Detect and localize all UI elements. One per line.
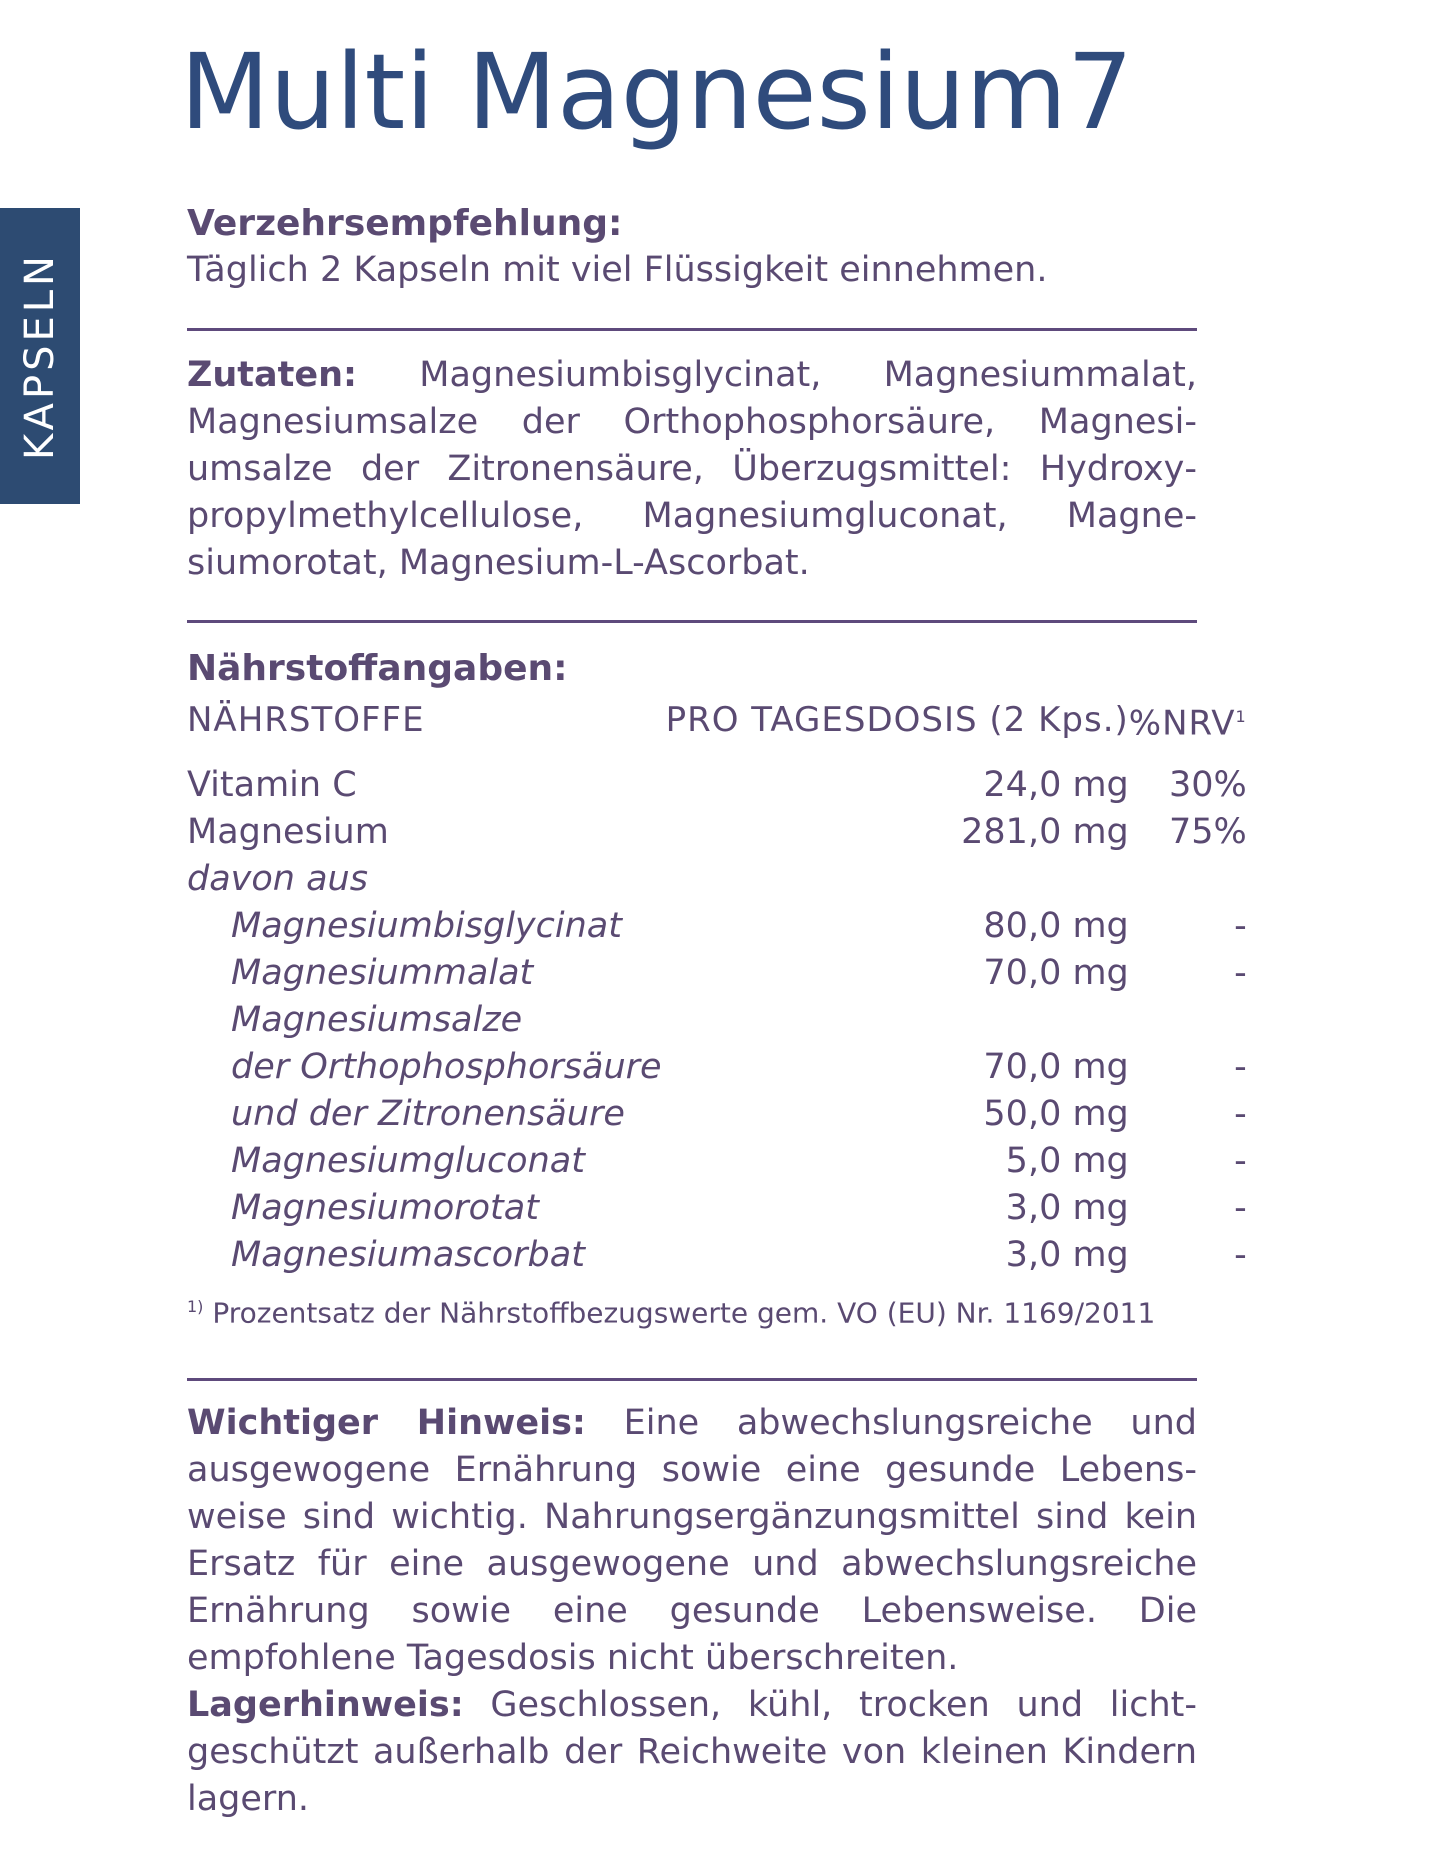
nutrient-name: Magnesiumgluconat [231, 1141, 585, 1181]
nutrition-table [187, 692, 1261, 1279]
nutrient-amount: 24,0 mg [983, 765, 1129, 805]
divider-3 [187, 1378, 1197, 1381]
nutrient-nrv [1129, 856, 1261, 903]
nutrient-name: der Orthophosphorsäure [231, 1047, 662, 1087]
nutrient-amount: 70,0 mg [983, 1047, 1129, 1087]
dosage-heading: Verzehrsempfehlung: [187, 203, 623, 244]
table-row [187, 1232, 1261, 1279]
divider-2 [187, 620, 1197, 623]
table-row [187, 997, 1261, 1044]
col-header-nrv-label: %NRV [1128, 703, 1236, 744]
nutrient-nrv: - [1234, 1188, 1247, 1228]
table-row [187, 809, 1261, 856]
nutrition-heading: Nährstoffangaben: [187, 648, 568, 689]
nutrient-nrv: - [1234, 1094, 1247, 1134]
side-tab-label: KAPSELN [17, 252, 63, 460]
col-header-nrv [1129, 692, 1261, 748]
nutrient-amount [662, 856, 1129, 903]
side-tab-kapseln [0, 208, 80, 504]
nutrient-amount: 5,0 mg [1005, 1141, 1129, 1181]
nrv-footnote-mark: 1 [1235, 706, 1247, 726]
nutrient-name: Magnesiummalat [231, 953, 534, 993]
nutrient-nrv: 75% [1168, 812, 1247, 852]
nutrient-nrv: - [1234, 953, 1247, 993]
table-row [187, 1091, 1261, 1138]
nutrient-name: davon aus [187, 859, 368, 899]
table-row [187, 903, 1261, 950]
nutrition-section [187, 645, 1247, 1333]
nutrient-amount: 3,0 mg [1005, 1188, 1129, 1228]
nutrient-name: Magnesiumbisglycinat [231, 906, 622, 946]
ingredients-section [187, 352, 1197, 587]
nutrient-name: Magnesiumsalze [231, 1000, 523, 1040]
dosage-text: Täglich 2 Kapseln mit viel Flüssigkeit einnehmen. [187, 250, 1048, 290]
ingredients-text: Magnesiumbisglycinat, Magnesiummalat, Magnesiumsalze der Orthophosphorsäure, Magnesiumsalze der Zitronensäure, Überzugsmittel: Hydroxypropylmethylcellulose, Magnesiumgluconat, Magnesiumorotat, Magnesium-L-Ascorbat. [187, 355, 1197, 583]
table-row [187, 1185, 1261, 1232]
dosage-section [187, 200, 1197, 294]
storage-text: Geschlossen, kühl, trocken und lichtgeschützt außerhalb der Reichweite von kleinen Kindern lagern. [187, 1685, 1197, 1819]
nutrient-nrv: - [1234, 906, 1247, 946]
col-header-dose [662, 692, 1129, 748]
nutrient-amount [662, 997, 1129, 1044]
nutrient-name: Magnesiumascorbat [231, 1235, 585, 1275]
nutrient-nrv [1129, 997, 1261, 1044]
nutrient-nrv: - [1234, 1141, 1247, 1181]
col-header-nutrient: NÄHRSTOFFE [187, 699, 425, 740]
nutrient-amount: 281,0 mg [961, 812, 1129, 852]
storage-heading: Lagerhinweis: [187, 1685, 464, 1725]
notice-section [187, 1400, 1197, 1823]
col-header-dose-label: PRO TAGESDOSIS (2 Kps.) [665, 699, 1129, 740]
table-row [187, 1044, 1261, 1091]
table-row [187, 1138, 1261, 1185]
nutrient-amount: 80,0 mg [983, 906, 1129, 946]
nutrient-nrv: - [1234, 1047, 1247, 1087]
table-row [187, 950, 1261, 997]
nutrient-name: Vitamin C [187, 765, 357, 805]
nutrition-header-row [187, 692, 1261, 748]
product-title: Multi Magnesium7 [180, 31, 1134, 153]
nutrient-nrv: 30% [1168, 765, 1247, 805]
nutrient-amount: 3,0 mg [1005, 1235, 1129, 1275]
nutrition-footnote [187, 1287, 1197, 1333]
nutrient-nrv: - [1234, 1235, 1247, 1275]
notice-text: Eine abwechslungsreiche und ausgewogene Ernährung sowie eine gesunde Lebensweise sind wichtig. Nahrungsergänzungsmittel sind kein Ersatz für eine ausgewogene und abwechslungsreiche Ernährung sowie eine gesunde Lebensweise. Die empfohlene Tagesdosis nicht überschreiten. [187, 1403, 1197, 1678]
nutrient-amount: 50,0 mg [983, 1094, 1129, 1134]
nutrient-name: Magnesiumorotat [231, 1188, 539, 1228]
notice-heading: Wichtiger Hinweis: [187, 1403, 586, 1443]
divider-1 [187, 328, 1197, 331]
nutrient-name: Magnesium [187, 812, 389, 852]
table-row [187, 762, 1261, 809]
table-row [187, 856, 1261, 903]
nutrient-amount: 70,0 mg [983, 953, 1129, 993]
ingredients-heading: Zutaten: [187, 355, 358, 395]
footnote-mark: 1) [187, 1297, 204, 1316]
nutrient-name: und der Zitronensäure [231, 1094, 625, 1134]
footnote-text: Prozentsatz der Nährstoffbezugswerte gem. VO (EU) Nr. 1169/2011 [212, 1296, 1156, 1330]
